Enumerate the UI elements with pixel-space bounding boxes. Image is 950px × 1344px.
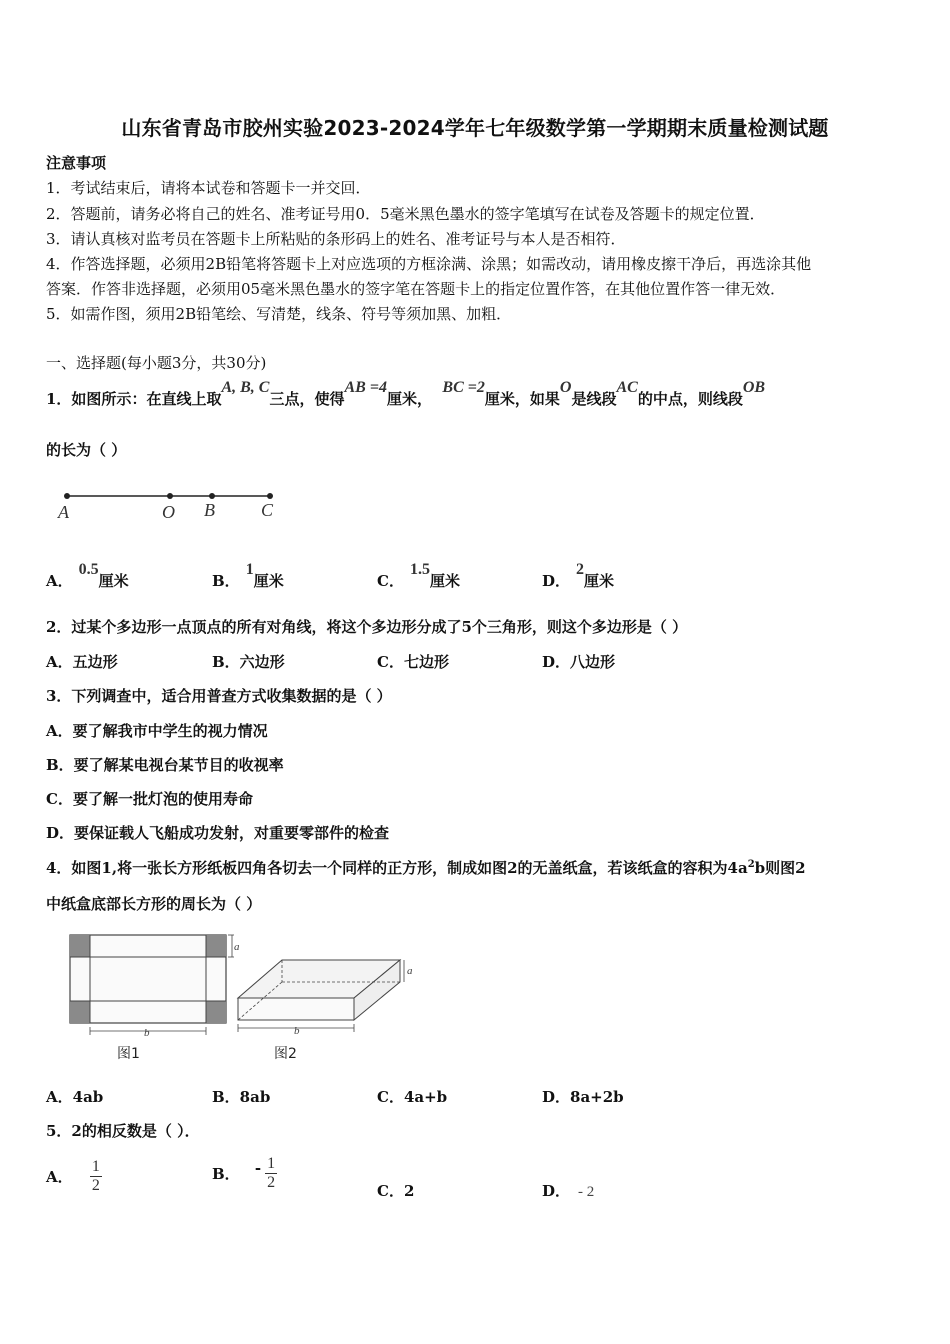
point-o	[167, 493, 173, 499]
question-5-text: 5．2的相反数是（ ）．	[46, 1122, 200, 1140]
q5-option-c[interactable]: C．2	[377, 1182, 415, 1200]
question-1-text: 1．如图所示：在直线上取A, B, C三点，使得AB =4厘米， BC =2厘米，如果O是线段AC的中点，则线段OB	[46, 379, 766, 408]
label-o: O	[162, 502, 175, 522]
question-4-line2: 中纸盒底部长方形的周长为（ ）	[46, 895, 262, 913]
q3-option-a[interactable]: A．要了解我市中学生的视力情况	[46, 722, 268, 740]
q1-option-d[interactable]: D．2厘米	[542, 561, 615, 590]
label-b: B	[204, 500, 215, 520]
math-bc: BC =2	[442, 379, 485, 396]
label-b: b	[144, 1027, 150, 1039]
point-c	[267, 493, 273, 499]
page-title: 山东省青岛市胶州实验2023-2024学年七年级数学第一学期期末质量检测试题	[121, 116, 829, 140]
q3-option-b[interactable]: B．要了解某电视台某节目的收视率	[46, 756, 284, 774]
q3-option-c[interactable]: C．要了解一批灯泡的使用寿命	[46, 790, 253, 808]
q2-option-d[interactable]: D．八边形	[542, 653, 616, 671]
q4-option-d[interactable]: D．8a+2b	[542, 1088, 624, 1106]
q1-option-b[interactable]: B．1厘米	[212, 561, 284, 590]
question-2-text: 2．过某个多边形一点顶点的所有对角线，将这个多边形分成了5个三角形，则这个多边形是（ ）	[46, 618, 688, 636]
math-abc: A, B, C	[221, 379, 270, 396]
notice-item: 3．请认真核对监考员在答题卡上所粘贴的条形码上的姓名、准考证号与本人是否相符．	[46, 230, 626, 248]
math-ab: AB =4	[344, 379, 387, 396]
section-heading: 一、选择题(每小题3分，共30分)	[46, 354, 267, 372]
label-a: a	[407, 965, 413, 977]
q4-option-b[interactable]: B．8ab	[212, 1088, 271, 1106]
q3-option-d[interactable]: D．要保证载人飞船成功发射，对重要零部件的检查	[46, 824, 390, 842]
q5-option-b[interactable]: B． - $\frac{1}{2}$	[212, 1155, 276, 1191]
label-a: a	[234, 941, 240, 953]
q5-option-a[interactable]: A． $\frac{1}{2}$	[46, 1158, 100, 1194]
math-o: O	[559, 379, 572, 396]
point-a	[64, 493, 70, 499]
label-b: b	[294, 1025, 300, 1037]
label-a: A	[58, 502, 69, 522]
question-1-line2: 的长为（ ）	[46, 441, 127, 459]
math-ob: OB	[742, 379, 766, 396]
figure-1-cardboard	[64, 928, 254, 1040]
fraction: $\frac{1}{2}$	[91, 1158, 100, 1194]
corner-square	[70, 935, 90, 957]
notice-heading: 注意事项	[46, 154, 107, 172]
q1-option-c[interactable]: C．1.5厘米	[377, 561, 460, 590]
notice-item: 5．如需作图，须用2B铅笔绘、写清楚，线条、符号等须加黑、加粗．	[46, 305, 512, 323]
notice-item: 答案．作答非选择题，必须用05毫米黑色墨水的签字笔在答题卡上的指定位置作答，在其他位置作答一律无效．	[46, 280, 786, 298]
figure-2-box	[232, 948, 422, 1040]
question-4-text: 4．如图1,将一张长方形纸板四角各切去一个同样的正方形，制成如图2的无盖纸盒，若该纸盒的容积为$4a^2b$则图2	[46, 859, 806, 877]
figure-2-caption: 图2	[274, 1046, 297, 1062]
corner-square	[70, 1001, 90, 1023]
point-b	[209, 493, 215, 499]
notice-item: 1．考试结束后，请将本试卷和答题卡一并交回．	[46, 179, 371, 197]
math-ac: AC	[616, 379, 638, 396]
figure-1-caption: 图1	[117, 1046, 140, 1062]
q2-option-b[interactable]: B．六边形	[212, 653, 285, 671]
corner-square	[206, 1001, 226, 1023]
notice-item: 4．作答选择题，必须用2B铅笔将答题卡上对应选项的方框涂满、涂黑；如需改动，请用橡皮擦干净后，再选涂其他	[46, 255, 812, 273]
notice-item: 2．答题前，请务必将自己的姓名、准考证号用0．5毫米黑色墨水的签字笔填写在试卷及答题卡的规定位置．	[46, 205, 765, 223]
q5-option-d[interactable]: D． - 2	[542, 1182, 595, 1200]
q4-option-a[interactable]: A．4ab	[46, 1088, 104, 1106]
q1-option-a[interactable]: A．0.5厘米	[46, 561, 129, 590]
line-segment-figure	[50, 484, 290, 524]
q2-option-a[interactable]: A．五边形	[46, 653, 118, 671]
fraction: $\frac{1}{2}$	[267, 1155, 276, 1191]
label-c: C	[261, 500, 274, 520]
question-3-text: 3．下列调查中，适合用普查方式收集数据的是（ ）	[46, 687, 392, 705]
q4-option-c[interactable]: C．4a+b	[377, 1088, 448, 1106]
corner-square	[206, 935, 226, 957]
q2-option-c[interactable]: C．七边形	[377, 653, 449, 671]
